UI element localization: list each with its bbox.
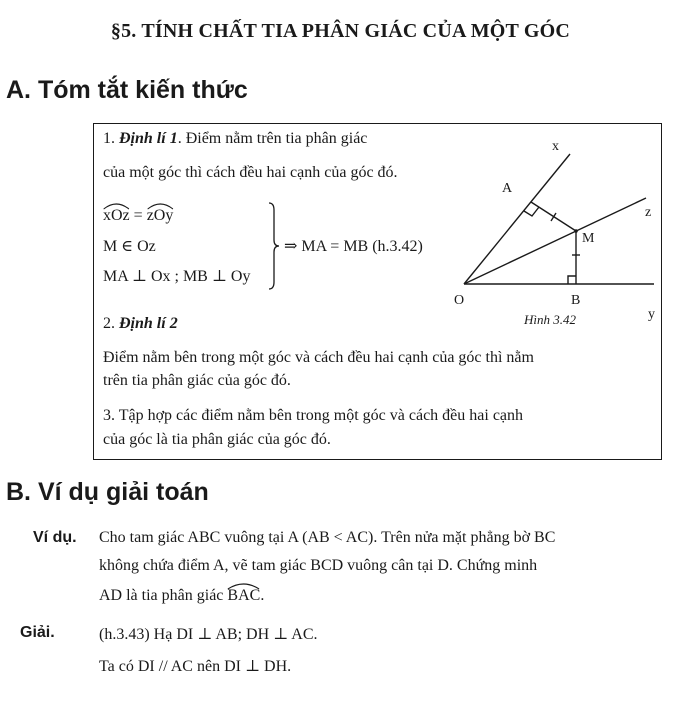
solution-label: Giải. bbox=[20, 624, 55, 641]
point-m bbox=[574, 229, 578, 233]
theorem3-line1: 3. Tập hợp các điểm nằm bên trong một góc và cách đều hai cạnh bbox=[103, 407, 524, 424]
theorem2-heading: 2. Định lí 2 bbox=[103, 315, 178, 332]
theorem2-label: Định lí 2 bbox=[119, 315, 178, 332]
figure-3-42 bbox=[440, 130, 662, 330]
label-m: M bbox=[582, 231, 595, 246]
theorem3-line2: của góc là tia phân giác của góc đó. bbox=[103, 431, 331, 448]
hypothesis-angle-equality: xOz = zOy bbox=[103, 207, 173, 225]
theorem2-line1: Điểm nằm bên trong một góc và cách đều hai cạnh của góc thì nằm bbox=[103, 349, 534, 366]
right-brace bbox=[268, 202, 280, 290]
angle-xoz: xOz bbox=[103, 207, 130, 225]
section-a-heading: A. Tóm tắt kiến thức bbox=[6, 76, 248, 104]
ray-oz bbox=[464, 198, 646, 284]
angle-bac: BAC bbox=[227, 587, 260, 605]
hypothesis-m-on-oz: M ∈ Oz bbox=[103, 238, 156, 255]
example-label: Ví dụ. bbox=[33, 529, 77, 546]
label-y: y bbox=[648, 307, 655, 322]
example-line2: không chứa điểm A, vẽ tam giác BCD vuông cân tại D. Chứng minh bbox=[99, 557, 538, 574]
conclusion: ⇒ MA = MB (h.3.42) bbox=[284, 238, 423, 255]
theorem1-line2: của một góc thì cách đều hai cạnh của góc đó. bbox=[103, 164, 398, 181]
solution-line1: (h.3.43) Hạ DI ⊥ AB; DH ⊥ AC. bbox=[99, 626, 318, 643]
solution-line2: Ta có DI // AC nên DI ⊥ DH. bbox=[99, 658, 292, 675]
hypothesis-perpendiculars: MA ⊥ Ox ; MB ⊥ Oy bbox=[103, 268, 251, 285]
theorem1-line1: 1. Định lí 1. Điểm nằm trên tia phân giác bbox=[103, 130, 368, 147]
label-z: z bbox=[645, 205, 652, 220]
label-b: B bbox=[571, 293, 581, 308]
ray-ox bbox=[464, 154, 570, 284]
theorem1-label: Định lí 1 bbox=[119, 130, 178, 147]
page-title: §5. TÍNH CHẤT TIA PHÂN GIÁC CỦA MỘT GÓC bbox=[110, 20, 571, 42]
example-line1: Cho tam giác ABC vuông tại A (AB < AC). Trên nửa mặt phẳng bờ BC bbox=[99, 529, 556, 546]
figure-caption: Hình 3.42 bbox=[524, 312, 576, 327]
example-line3: AD là tia phân giác BAC. bbox=[99, 587, 264, 605]
label-x: x bbox=[552, 139, 559, 154]
right-angle-b bbox=[568, 276, 576, 284]
label-a: A bbox=[502, 181, 513, 196]
theorem2-line2: trên tia phân giác của góc đó. bbox=[103, 372, 291, 389]
section-b-heading: B. Ví dụ giải toán bbox=[6, 478, 209, 506]
label-o: O bbox=[454, 293, 465, 308]
angle-zoy: zOy bbox=[147, 207, 174, 225]
